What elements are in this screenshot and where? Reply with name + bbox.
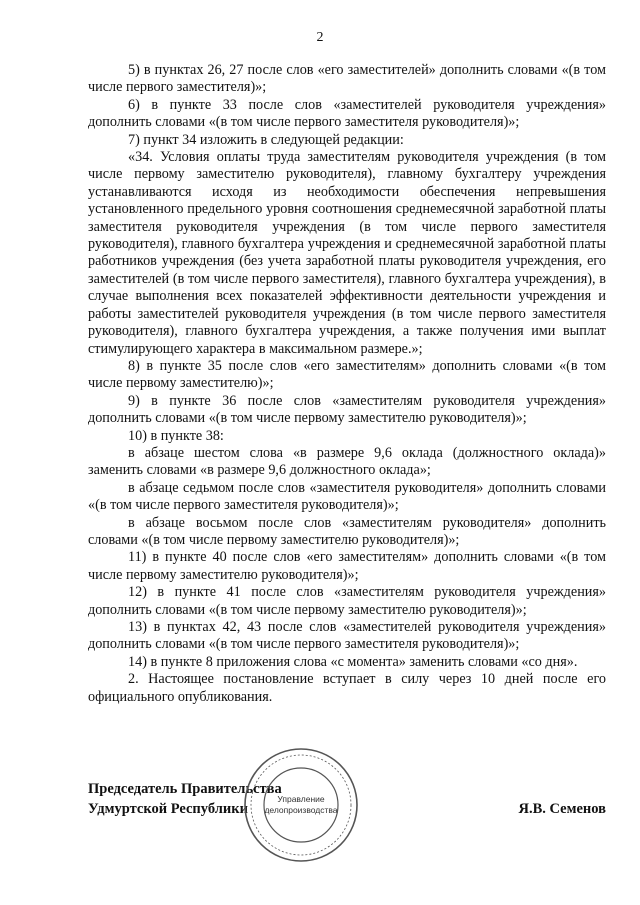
paragraph-item-10-abzac-6: в абзаце шестом слова «в размере 9,6 оклада (должностного оклада)» заменить словами «в размере 9,6 должностного оклада»; [88, 444, 606, 479]
document-body [88, 62, 606, 706]
paragraph-item-7: 7) пункт 34 изложить в следующей редакции: [128, 131, 404, 148]
paragraph-item-8: 8) в пункте 35 после слов «его заместителям» дополнить словами «(в том числе первому заместителю)»; [88, 357, 606, 392]
page-number: 2 [316, 30, 324, 45]
paragraph-item-9: 9) в пункте 36 после слов «заместителям руководителя учреждения» дополнить словами «(в том числе первому заместителю руководителя)»; [88, 392, 606, 427]
paragraph-item-6: 6) в пункте 33 после слов «заместителей руководителя учреждения» дополнить словами «(в том числе первого заместителя руководителя)»; [88, 96, 606, 131]
signature-name: Я.В. Семенов [518, 801, 606, 817]
paragraph-section-2: 2. Настоящее постановление вступает в силу через 10 дней после его официального опубликования. [88, 671, 606, 705]
paragraph-item-14: 14) в пункте 8 приложения слова «с момента» заменить словами «со дня». [128, 653, 578, 670]
paragraph-item-10: 10) в пункте 38: [128, 427, 224, 444]
stamp-inner-text-2: делопроизводства [264, 805, 338, 815]
paragraph-item-12: 12) в пункте 41 после слов «заместителям руководителя учреждения» дополнить словами «(в том числе первому заместителю руководителя)»; [88, 584, 606, 618]
stamp-inner-text-1: Управление [277, 794, 325, 804]
paragraph-item-5: 5) в пунктах 26, 27 после слов «его заместителей» дополнить словами «(в том числе первого заместителя)»; [88, 62, 606, 96]
paragraph-item-10-abzac-7: в абзаце седьмом после слов «заместителя руководителя» дополнить словами «(в том числе первого заместителя руководителя)»; [88, 479, 606, 514]
signature-title-line1: Председатель Правительства [88, 781, 282, 797]
paragraph-item-13: 13) в пунктах 42, 43 после слов «заместителей руководителя учреждения» дополнить словами «(в том числе первого заместителя руководителя)»; [88, 619, 606, 653]
paragraph-item-11: 11) в пункте 40 после слов «его заместителям» дополнить словами «(в том числе первому заместителю руководителя)»; [88, 549, 606, 583]
official-stamp [242, 746, 360, 864]
paragraph-point-34-text: «34. Условия оплаты труда заместителям руководителя учреждения (в том числе первому заместителю руководителя), главному бухгалтеру учреждения устанавливаются исходя из необходимости обеспечения непревышения установленного предельного уровня соотношения среднемесячной заработной платы заместителя руководителя учреждения (в том числе первого заместителя руководителя), главного бухгалтера учреждения и среднемесячной заработной платы работников учреждения (без учета заработной платы руководителя учреждения, его заместителей (в том числе первого заместителя), главного бухгалтера учреждения), в случае выполнения всех показателей эффективности деятельности учреждения и работы заместителей руководителя учреждения (в том числе первого заместителя руководителя), главного бухгалтера учреждения, а также получения ими выплат стимулирующего характера в максимальном размере.»; [88, 149, 606, 357]
signature-title-line2: Удмуртской Республики [88, 801, 248, 817]
paragraph-item-10-abzac-8: в абзаце восьмом после слов «заместителям руководителя» дополнить словами «(в том числе первому заместителю руководителя)»; [88, 514, 606, 548]
